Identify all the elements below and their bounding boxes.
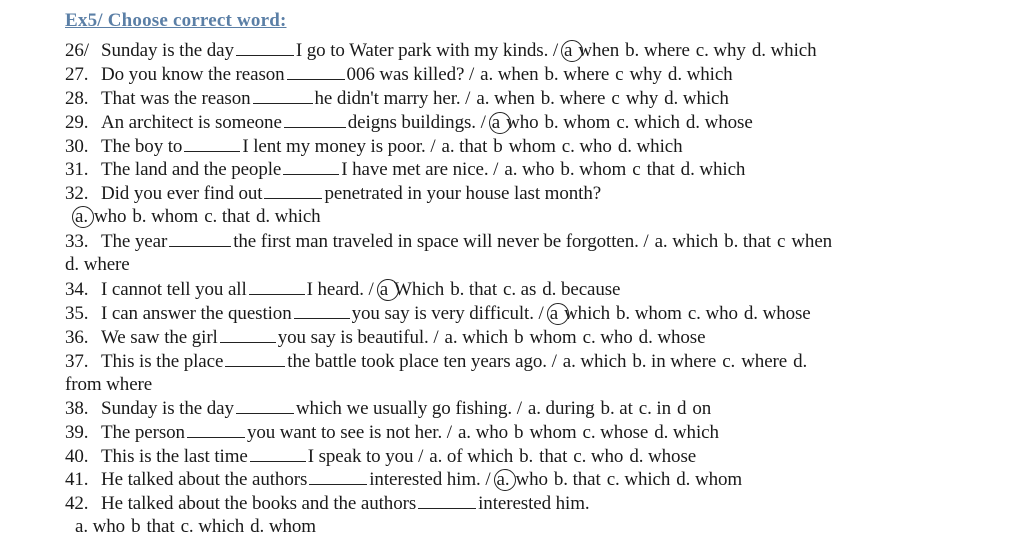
question-text-after: I lent my money is poor. /	[242, 136, 436, 157]
question-line	[65, 373, 152, 396]
answer-option: Which	[394, 279, 445, 300]
question-text-after: I go to Water park with my kinds. /	[295, 40, 559, 61]
answer-option: b. whom	[560, 159, 627, 180]
question-line	[65, 157, 745, 181]
answer-option: c. who	[573, 446, 624, 467]
answer-option: when	[791, 231, 833, 252]
answer-blank	[309, 467, 367, 485]
answer-option: c.	[722, 351, 736, 372]
answer-option: c. which	[180, 516, 245, 537]
answer-option: a. who	[504, 159, 555, 180]
question-line	[65, 444, 696, 468]
answer-option: a. which	[562, 351, 627, 372]
question-text-before: The person	[101, 422, 185, 443]
question-number: 35.	[65, 303, 89, 324]
answer-blank	[294, 301, 350, 319]
answer-option: whom	[529, 327, 577, 348]
answer-option: d. which	[617, 136, 683, 157]
answer-option: a. which	[444, 327, 509, 348]
question-text-after: you say is very difficult. /	[351, 303, 544, 324]
answer-option: c	[776, 231, 786, 252]
answer-option: b. that	[724, 231, 771, 252]
answer-option: d. whom	[250, 516, 316, 537]
question-text-before: The boy to	[101, 136, 183, 157]
answer-option: c	[615, 64, 624, 85]
answer-option: c. who	[561, 136, 612, 157]
circled-answer-letter: a	[491, 112, 501, 133]
question-text-after: which we usually go fishing. /	[295, 398, 522, 419]
answer-option: c. that	[204, 206, 250, 227]
answer-option: on	[692, 398, 712, 419]
question-line	[75, 205, 321, 228]
answer-option: a. of which	[429, 446, 514, 467]
answer-blank	[287, 62, 345, 80]
question-number: 29.	[65, 112, 89, 133]
answer-option: a. who	[457, 422, 509, 443]
answer-blank	[236, 396, 294, 414]
answer-option: d. because	[542, 279, 621, 300]
answer-option: c. why	[695, 40, 746, 61]
answer-option: a. that	[441, 136, 488, 157]
question-line	[65, 277, 620, 301]
answer-option: a. who	[75, 516, 126, 537]
answer-option: b. whom	[616, 303, 682, 324]
answer-option: d. whom	[676, 469, 743, 490]
answer-option: b. that	[553, 469, 601, 490]
question-number: 33.	[65, 231, 89, 252]
answer-option: b. whom	[544, 112, 611, 133]
question-text-after: I heard. /	[306, 279, 374, 300]
question-text-before: The land and the people	[101, 159, 282, 180]
question-line	[65, 229, 832, 253]
answer-blank	[184, 134, 240, 152]
question-line	[65, 134, 682, 158]
question-text-before: I cannot tell you all	[101, 279, 247, 300]
question-line	[65, 110, 753, 134]
question-text-before: This is the place	[101, 351, 224, 372]
answer-option: that	[646, 159, 675, 180]
circled-answer-letter: a.	[496, 469, 510, 490]
circled-answer-letter: a	[564, 40, 573, 61]
question-text-after: interested him. /	[369, 469, 491, 490]
question-line	[65, 181, 601, 205]
question-number: 26/	[65, 40, 89, 61]
question-number: 30.	[65, 136, 89, 157]
answer-option: why	[625, 88, 659, 109]
question-text-after: deigns buildings. /	[347, 112, 486, 133]
question-text-after: you say is beautiful. /	[277, 327, 439, 348]
answer-option: a. when	[480, 64, 539, 85]
answer-option: c	[632, 159, 641, 180]
answer-option: that	[539, 446, 568, 467]
answer-blank	[250, 444, 306, 462]
answer-blank	[264, 181, 322, 199]
question-text-before: Did you ever find out	[101, 183, 263, 204]
answer-option: a. when	[476, 88, 535, 109]
circled-answer-letter: a.	[75, 206, 88, 227]
answer-option: b. where	[540, 88, 606, 109]
question-number: 27.	[65, 64, 89, 85]
answer-blank	[169, 229, 231, 247]
question-line	[65, 253, 130, 276]
question-line	[65, 491, 590, 515]
answer-option: c. who	[582, 327, 633, 348]
question-text-after: penetrated in your house last month?	[324, 183, 602, 204]
question-text-after: 006 was killed? /	[346, 64, 475, 85]
question-line	[65, 396, 711, 420]
answer-option: b	[493, 136, 503, 157]
question-line	[75, 515, 316, 538]
answer-blank	[225, 349, 285, 367]
question-number: 36.	[65, 327, 89, 348]
question-number: 31.	[65, 159, 89, 180]
answer-option: c. whose	[582, 422, 649, 443]
answer-blank	[253, 86, 313, 104]
question-number: 40.	[65, 446, 89, 467]
continuation-text: from where	[65, 374, 153, 395]
answer-option: b. whom	[132, 206, 199, 227]
answer-option: c. which	[616, 112, 680, 133]
answer-option: b	[514, 422, 524, 443]
answer-option: b. where	[544, 64, 610, 85]
question-number: 42.	[65, 493, 89, 514]
answer-option: d. which	[255, 206, 321, 227]
answer-blank	[283, 157, 339, 175]
answer-option: who	[515, 469, 548, 490]
question-text-after: the first man traveled in space will never be forgotten. /	[233, 231, 649, 252]
answer-option: b	[514, 327, 524, 348]
answer-blank	[236, 38, 294, 56]
answer-option: why	[629, 64, 662, 85]
question-text-before: Sunday is the day	[101, 398, 234, 419]
answer-option: c. in	[638, 398, 671, 419]
answer-blank	[284, 110, 346, 128]
answer-option: d. whose	[629, 446, 697, 467]
question-line	[65, 467, 742, 491]
answer-blank	[220, 325, 276, 343]
question-text-before: We saw the girl	[101, 327, 218, 348]
question-number: 38.	[65, 398, 89, 419]
answer-option: d	[676, 398, 687, 419]
question-text-before: He talked about the authors	[101, 469, 308, 490]
question-text-before: I can answer the question	[101, 303, 292, 324]
answer-blank	[249, 277, 305, 295]
answer-option: who	[93, 206, 127, 227]
question-number: 41.	[65, 469, 89, 490]
question-text-after: you want to see is not her. /	[246, 422, 452, 443]
answer-option: a. which	[654, 231, 719, 252]
answer-option: d. which	[751, 40, 817, 61]
circled-answer-letter: a	[379, 279, 389, 300]
answer-option: where	[741, 351, 788, 372]
answer-blank	[187, 420, 245, 438]
answer-option: b. at	[600, 398, 633, 419]
answer-option: d. whose	[638, 327, 706, 348]
answer-option: d. which	[664, 88, 729, 109]
question-number: 39.	[65, 422, 89, 443]
question-number: 32.	[65, 183, 89, 204]
answer-option: c. who	[687, 303, 738, 324]
answer-option: b. that	[450, 279, 497, 300]
answer-option: b.	[519, 446, 534, 467]
question-text-after: I have met are nice. /	[341, 159, 499, 180]
answer-option: d. which	[680, 159, 746, 180]
question-text-after: he didn't marry her. /	[314, 88, 471, 109]
question-text-before: This is the last time	[101, 446, 248, 467]
answer-option: b. where	[625, 40, 690, 61]
question-text-before: Sunday is the day	[101, 40, 234, 61]
answer-option: d. which	[654, 422, 719, 443]
answer-blank	[418, 491, 476, 509]
answer-option: c. which	[606, 469, 671, 490]
continuation-text: d. where	[65, 254, 130, 275]
question-number: 37.	[65, 351, 89, 372]
question-text-after: interested him.	[478, 493, 590, 514]
answer-option: when	[578, 40, 620, 61]
question-text-before: Do you know the reason	[101, 64, 285, 85]
circled-answer-letter: a	[549, 303, 559, 324]
answer-option: c. as	[503, 279, 537, 300]
answer-option: d.	[793, 351, 808, 372]
question-line	[65, 38, 816, 62]
answer-option: who	[506, 112, 539, 133]
exercise-title: Ex5/ Choose correct word:	[65, 10, 287, 31]
question-line	[65, 325, 705, 349]
answer-option: which	[564, 303, 610, 324]
answer-option: c	[611, 88, 620, 109]
answer-option: whom	[508, 136, 556, 157]
question-text-before: He talked about the books and the authors	[101, 493, 417, 514]
answer-option: d. whose	[743, 303, 811, 324]
question-line	[65, 86, 729, 110]
question-line	[65, 420, 719, 444]
question-text-before: That was the reason	[101, 88, 251, 109]
question-number: 28.	[65, 88, 89, 109]
answer-option: d. which	[667, 64, 733, 85]
answer-option: whom	[529, 422, 577, 443]
answer-option: d. whose	[685, 112, 753, 133]
question-number: 34.	[65, 279, 89, 300]
question-line	[65, 301, 811, 325]
question-line	[65, 349, 807, 373]
answer-option: that	[146, 516, 175, 537]
answer-option: a. during	[527, 398, 595, 419]
answer-option: b. in where	[632, 351, 717, 372]
question-text-before: The year	[101, 231, 168, 252]
question-text-after: the battle took place ten years ago. /	[287, 351, 557, 372]
answer-option: b	[131, 516, 141, 537]
question-text-before: An architect is someone	[101, 112, 282, 133]
question-line	[65, 62, 733, 86]
question-text-after: I speak to you /	[307, 446, 424, 467]
